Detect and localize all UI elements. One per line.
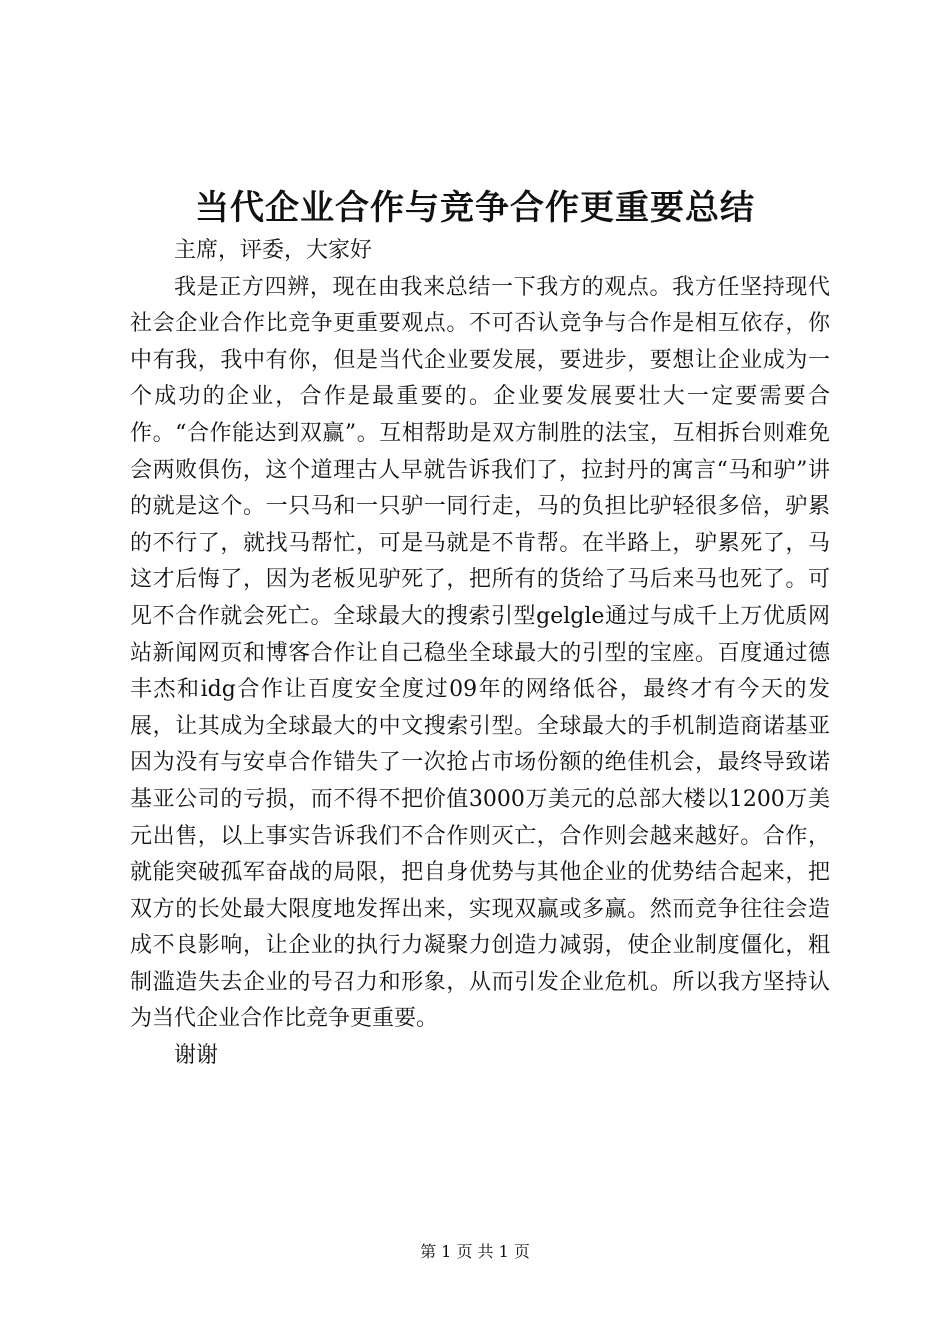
greeting-paragraph: 主席，评委，大家好 [174,238,373,263]
main-paragraph: 我是正方四辨，现在由我来总结一下我方的观点。我方任坚持现代社会企业合作比竞争更重要观点。不可否认竞争与合作是相互依存，你中有我，我中有你，但是当代企业要发展，要进步，要想让企业成为一个成功的企业，合作是最重要的。企业要发展要壮大一定要需要合作。“合作能达到双赢”。互相帮助是双方制胜的法宝，互相拆台则难免会两败俱伤，这个道理古人早就告诉我们了，拉封丹的寓言“马和驴”讲的就是这个。一只马和一只驴一同行走，马的负担比驴轻很多倍，驴累的不行了，就找马帮忙，可是马就是不肯帮。在半路上，驴累死了，马这才后悔了，因为老板见驴死了，把所有的货给了马后来马也死了。可见不合作就会死亡。全球最大的搜索引型gelgle通过与成千上万优质网站新闻网页和博客合作让自己稳坐全球最大的引型的宝座。百度通过德丰杰和idg合作让百度安全度过09年的网络低谷，最终才有今天的发展，让其成为全球最大的中文搜索引型。全球最大的手机制造商诺基亚因为没有与安卓合作错失了一次抢占市场份额的绝佳机会，最终导致诺基亚公司的亏损，而不得不把价值3000万美元的总部大楼以1200万美元出售，以上事实告诉我们不合作则灭亡，合作则会越来越好。合作，就能突破孤军奋战的局限，把自身优势与其他企业的优势结合起来，把双方的长处最大限度地发挥出来，实现双赢或多赢。然而竞争往往会造成不良影响，让企业的执行力凝聚力创造力减弱，使企业制度僵化，粗制滥造失去企业的号召力和形象，从而引发企业危机。所以我方坚持认为当代企业合作比竞争更重要。 [130,274,830,1032]
document-title: 当代企业合作与竞争合作更重要总结 [195,188,755,228]
page-footer: 第 1 页 共 1 页 [420,1242,530,1261]
closing-paragraph: 谢谢 [174,1043,219,1069]
document-body [130,233,830,1075]
